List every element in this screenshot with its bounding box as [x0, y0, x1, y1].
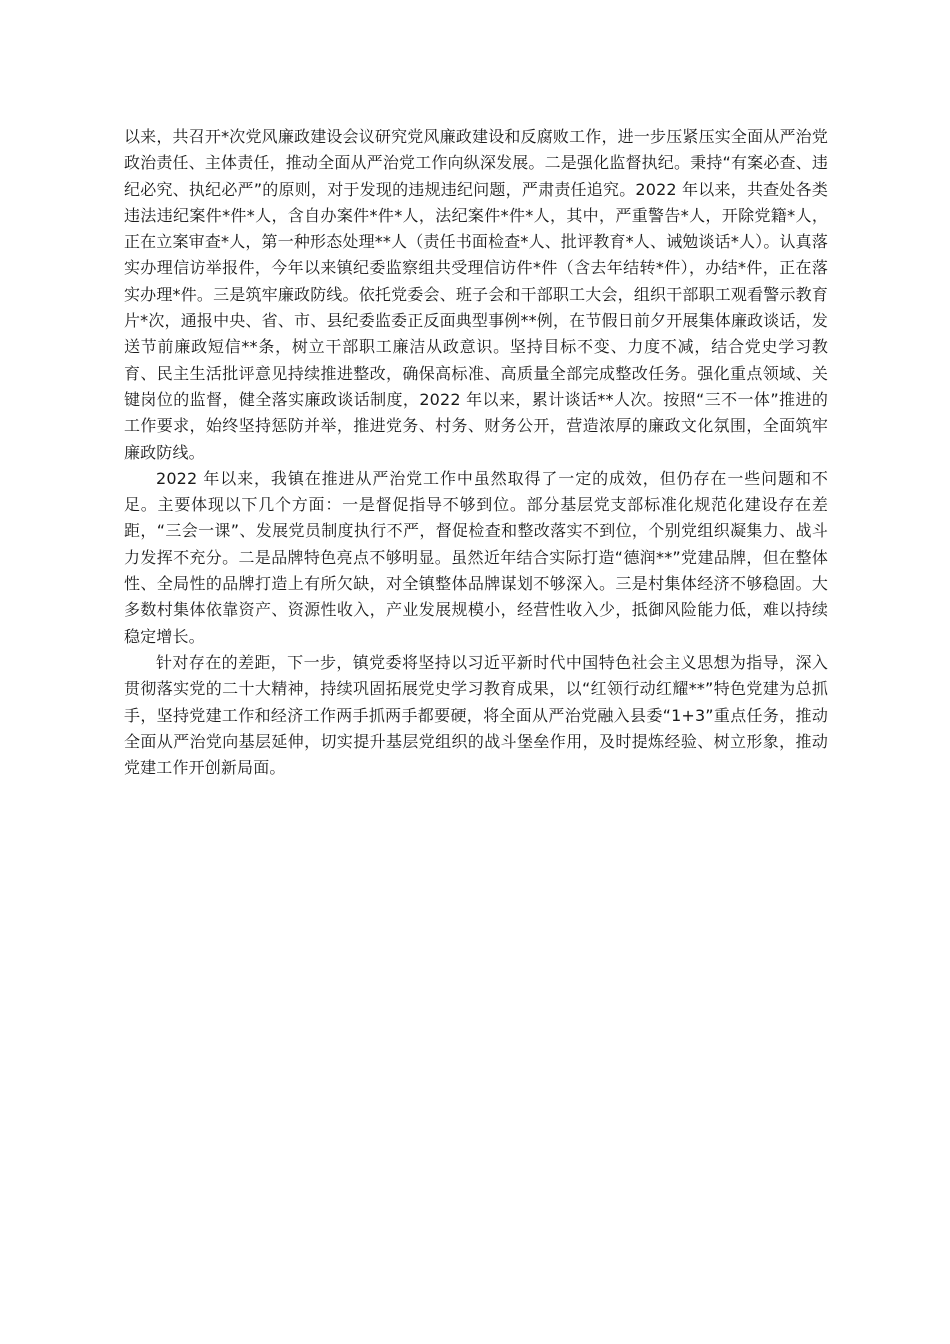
document-body — [124, 124, 828, 781]
paragraph-problems: 2022 年以来，我镇在推进从严治党工作中虽然取得了一定的成效，但仍存在一些问题和不足。主要体现以下几个方面：一是督促指导不够到位。部分基层党支部标准化规范化建设存在差距，“三会一课”、发展党员制度执行不严，督促检查和整改落实不到位，个别党组织凝集力、战斗力发挥不充分。二是品牌特色亮点不够明显。虽然近年结合实际打造“德润**”党建品牌，但在整体性、全局性的品牌打造上有所欠缺，对全镇整体品牌谋划不够深入。三是村集体经济不够稳固。大多数村集体依靠资产、资源性收入，产业发展规模小，经营性收入少，抵御风险能力低，难以持续稳定增长。 — [124, 468, 828, 646]
paragraph-next-steps: 针对存在的差距，下一步，镇党委将坚持以习近平新时代中国特色社会主义思想为指导，深入贯彻落实党的二十大精神，持续巩固拓展党史学习教育成果，以“红领行动红耀**”特色党建为总抓手，坚持党建工作和经济工作两手抓两手都要硬，将全面从严治党融入县委“1+3”重点任务，推动全面从严治党向基层延伸，切实提升基层党组织的战斗堡垒作用，及时提炼经验、树立形象，推动党建工作开创新局面。 — [124, 652, 828, 778]
paragraph-continuation: 以来，共召开*次党风廉政建设会议研究党风廉政建设和反腐败工作，进一步压紧压实全面从严治党政治责任、主体责任，推动全面从严治党工作向纵深发展。二是强化监督执纪。秉持“有案必查、违纪必究、执纪必严”的原则，对于发现的违规违纪问题，严肃责任追究。2022 年以来，共查处各类违法违纪案件*件*人，含自办案件*件*人，法纪案件*件*人，其中，严重警告*人，开除党籍*人，正在立案审查*人，第一种形态处理**人（责任书面检查*人、批评教育*人、诫勉谈话*人）。认真落实办理信访举报件，今年以来镇纪委监察组共受理信访件*件（含去年结转*件），办结*件，正在落实办理*件。三是筑牢廉政防线。依托党委会、班子会和干部职工大会，组织干部职工观看警示教育片*次，通报中央、省、市、县纪委监委正反面典型事例**例，在节假日前夕开展集体廉政谈话，发送节前廉政短信**条，树立干部职工廉洁从政意识。坚持目标不变、力度不减，结合党史学习教育、民主生活批评意见持续推进整改，确保高标准、高质量全部完成整改任务。强化重点领域、关键岗位的监督，健全落实廉政谈话制度，2022 年以来，累计谈话**人次。按照“三不一体”推进的工作要求，始终坚持惩防并举，推进党务、村务、财务公开，营造浓厚的廉政文化氛围，全面筑牢廉政防线。 — [124, 127, 828, 462]
